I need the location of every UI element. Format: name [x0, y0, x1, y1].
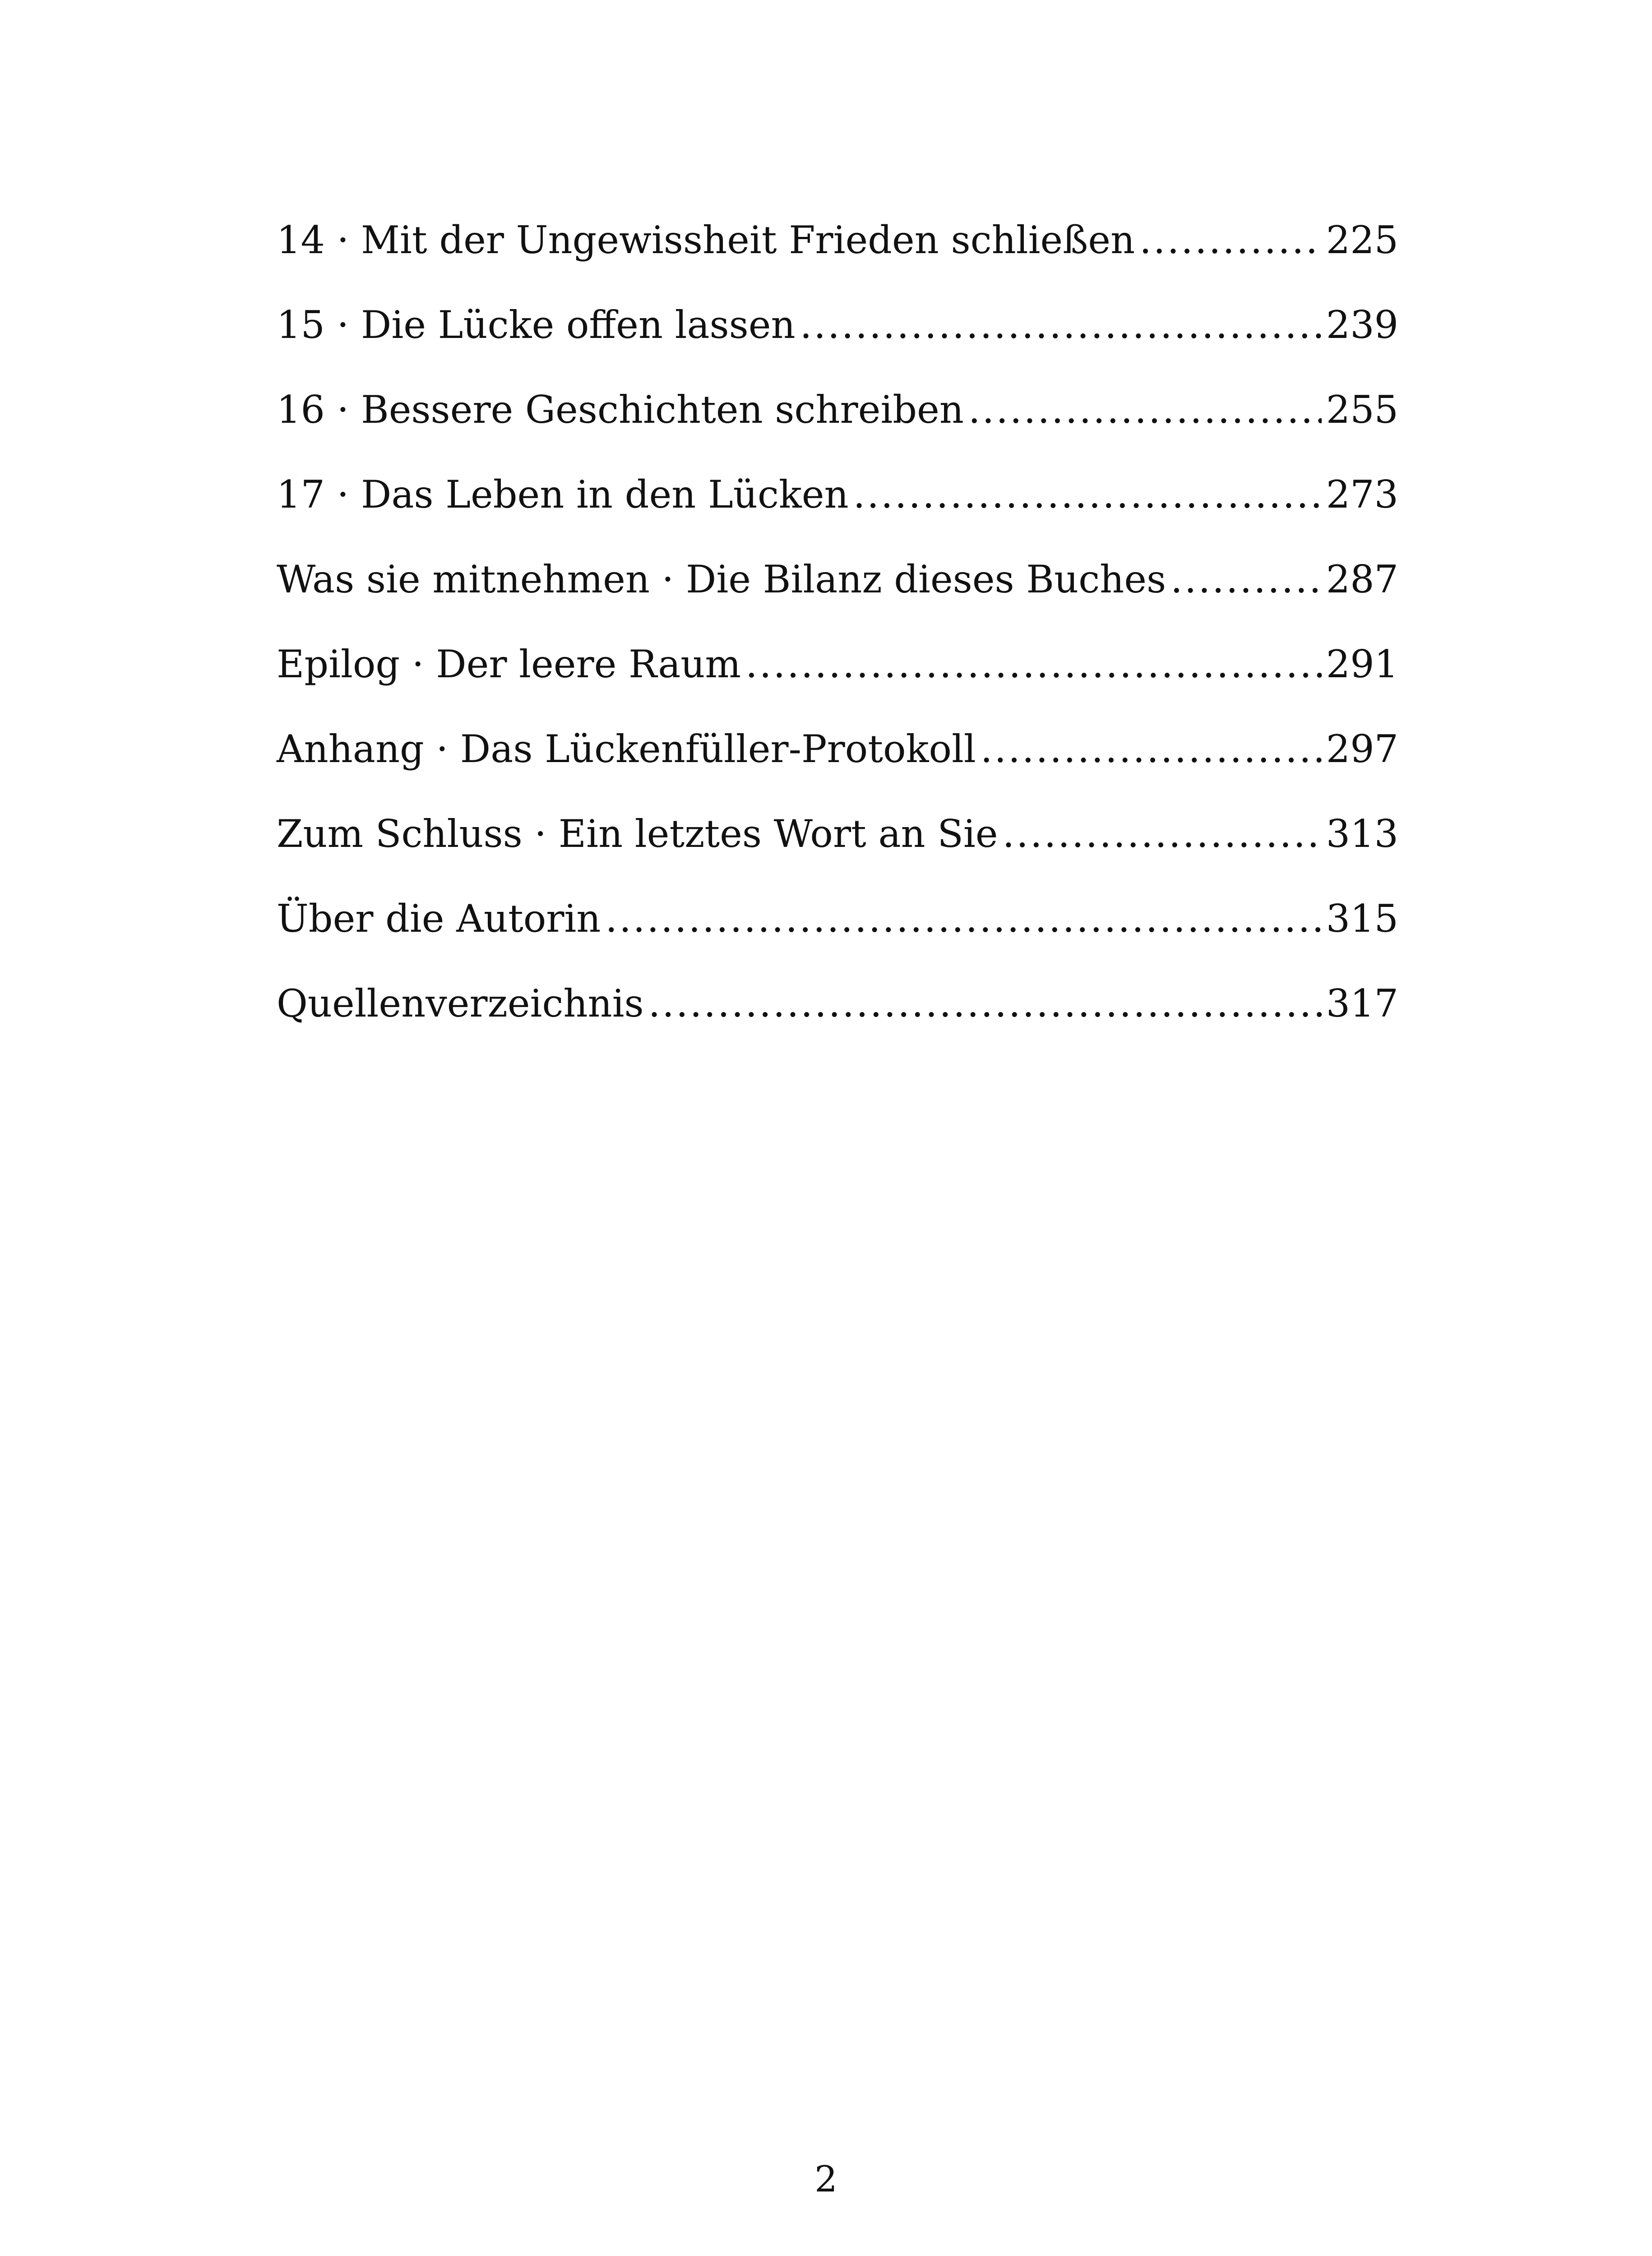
table-of-contents — [277, 218, 1398, 1069]
toc-entry-title: Anhang · Das Lückenfüller-Protokoll — [277, 727, 976, 771]
toc-entry — [277, 642, 1398, 730]
toc-entry-title: Zum Schluss · Ein letztes Wort an Sie — [277, 812, 998, 856]
toc-entry — [277, 218, 1398, 306]
toc-entry-page: 313 — [1326, 812, 1398, 856]
page-number: 2 — [814, 2158, 838, 2200]
toc-entry-page: 287 — [1326, 557, 1398, 601]
toc-entry — [277, 303, 1398, 391]
toc-entry-page: 273 — [1326, 472, 1398, 517]
toc-dot-leader — [800, 306, 1322, 344]
toc-entry-title: 15 · Die Lücke offen lassen — [277, 303, 796, 347]
toc-entry-title: Quellenverzeichnis — [277, 981, 644, 1026]
toc-entry-page: 317 — [1326, 981, 1398, 1026]
toc-entry-page: 225 — [1326, 218, 1398, 262]
toc-dot-leader — [1171, 560, 1322, 598]
toc-entry-title: Über die Autorin — [277, 897, 601, 941]
toc-entry-title: 16 · Bessere Geschichten schreiben — [277, 388, 964, 432]
toc-entry — [277, 727, 1398, 815]
toc-entry-page: 297 — [1326, 727, 1398, 771]
toc-entry-page: 315 — [1326, 897, 1398, 941]
toc-dot-leader — [853, 476, 1322, 513]
toc-entry — [277, 981, 1398, 1069]
toc-dot-leader — [981, 730, 1322, 768]
toc-entry-title: 17 · Das Leben in den Lücken — [277, 472, 849, 517]
toc-entry-title: Was sie mitnehmen · Die Bilanz dieses Buches — [277, 557, 1166, 601]
toc-entry — [277, 557, 1398, 645]
toc-entry-page: 255 — [1326, 388, 1398, 432]
toc-entry-page: 239 — [1326, 303, 1398, 347]
toc-entry — [277, 472, 1398, 560]
toc-entry — [277, 812, 1398, 900]
toc-dot-leader — [605, 900, 1321, 938]
toc-dot-leader — [648, 985, 1322, 1022]
toc-dot-leader — [1002, 815, 1321, 853]
toc-dot-leader — [1139, 221, 1322, 259]
toc-dot-leader — [745, 645, 1322, 683]
toc-dot-leader — [968, 391, 1322, 429]
toc-entry-title: 14 · Mit der Ungewissheit Frieden schließen — [277, 218, 1135, 262]
toc-entry — [277, 388, 1398, 476]
toc-entry-page: 291 — [1326, 642, 1398, 686]
toc-entry — [277, 897, 1398, 985]
toc-entry-title: Epilog · Der leere Raum — [277, 642, 741, 686]
